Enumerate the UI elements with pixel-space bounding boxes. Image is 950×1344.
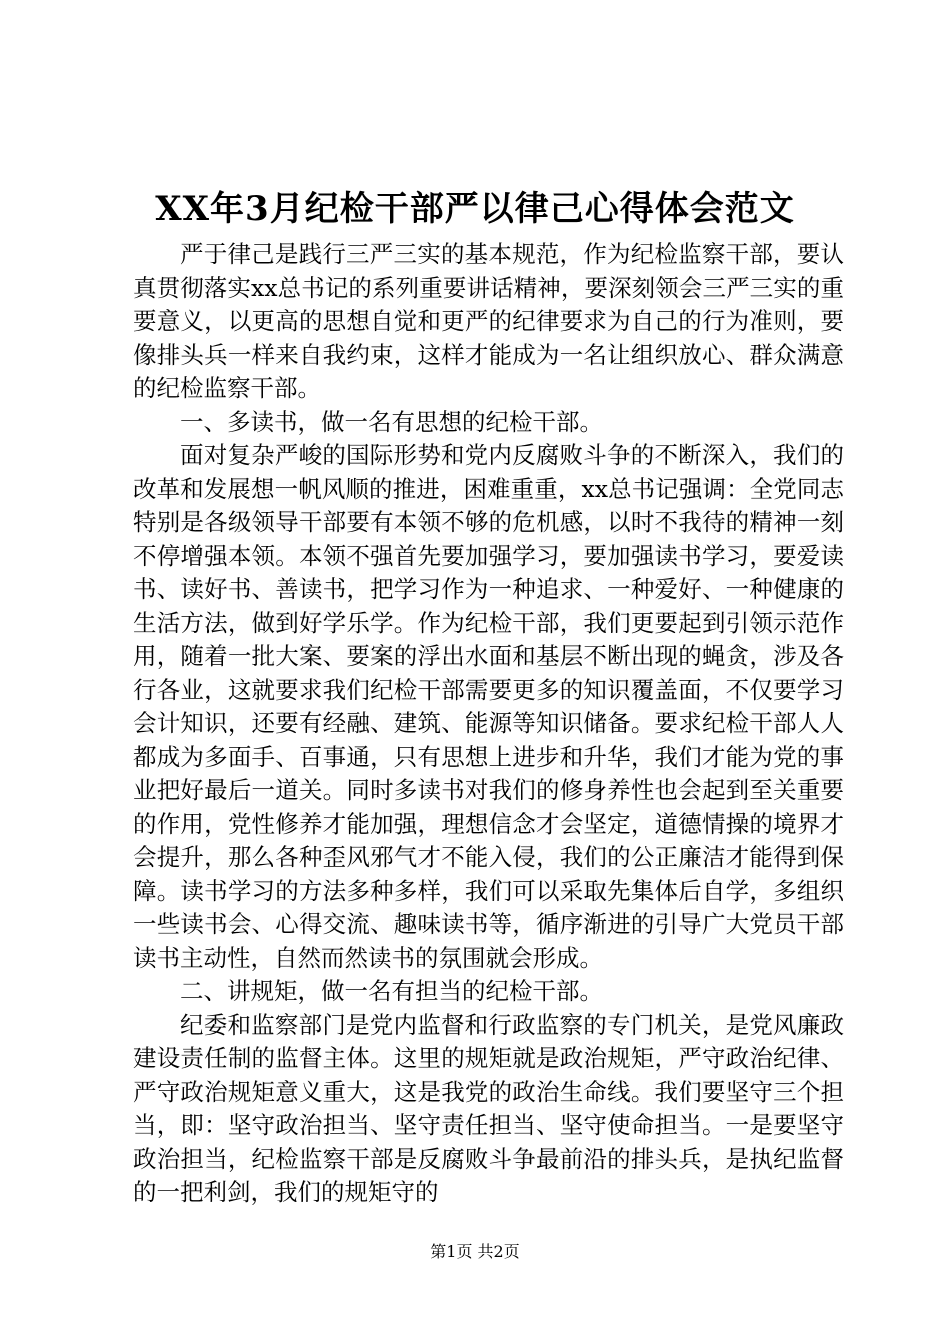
document-title: XX年3月纪检干部严以律己心得体会范文 [155, 189, 795, 229]
section-heading-2: 二、讲规矩，做一名有担当的纪检干部。 [180, 977, 603, 1005]
document-body [133, 238, 844, 1210]
paragraph-section-2: 纪委和监察部门是党内监督和行政监察的专门机关，是党风廉政建设责任制的监督主体。这里的规矩就是政治规矩，严守政治纪律、严守政治规矩意义重大，这是我党的政治生命线。我们要坚守三个担当，即：坚守政治担当、坚守责任担当、坚守使命担当。一是要坚守政治担当，纪检监察干部是反腐败斗争最前沿的排头兵，是执纪监督的一把利剑，我们的规矩守的 [133, 1010, 844, 1206]
paragraph-section-1: 面对复杂严峻的国际形势和党内反腐败斗争的不断深入，我们的改革和发展想一帆风顺的推进，困难重重，xx总书记强调：全党同志特别是各级领导干部要有本领不够的危机感，以时不我待的精神一刻不停增强本领。本领不强首先要加强学习，要加强读书学习，要爱读书、读好书、善读书，把学习作为一种追求、一种爱好、一种健康的生活方法，做到好学乐学。作为纪检干部，我们更要起到引领示范作用，随着一批大案、要案的浮出水面和基层不断出现的蝇贪，涉及各行各业，这就要求我们纪检干部需要更多的知识覆盖面，不仅要学习会计知识，还要有经融、建筑、能源等知识储备。要求纪检干部人人都成为多面手、百事通，只有思想上进步和升华，我们才能为党的事业把好最后一道关。同时多读书对我们的修身养性也会起到至关重要的作用，党性修养才能加强，理想信念才会坚定，道德情操的境界才会提升，那么各种歪风邪气才不能入侵，我们的公正廉洁才能得到保障。读书学习的方法多种多样，我们可以采取先集体后自学，多组织一些读书会、心得交流、趣味读书等，循序渐进的引导广大党员干部读书主动性，自然而然读书的氛围就会形成。 [133, 441, 844, 972]
paragraph-intro: 严于律己是践行三严三实的基本规范，作为纪检监察干部，要认真贯彻落实xx总书记的系列重要讲话精神，要深刻领会三严三实的重要意义，以更高的思想自觉和更严的纪律要求为自己的行为准则，要像排头兵一样来自我约束，这样才能成为一名让组织放心、群众满意的纪检监察干部。 [133, 240, 844, 402]
page-footer: 第1页 共2页 [430, 1242, 520, 1261]
section-heading-1: 一、多读书，做一名有思想的纪检干部。 [180, 407, 603, 436]
